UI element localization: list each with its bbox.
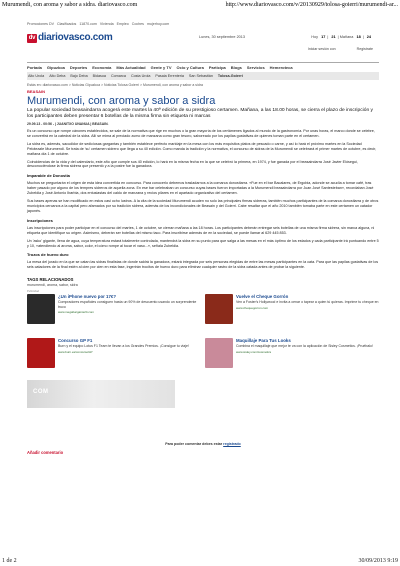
ad-title[interactable]: ¿Un iPhone nuevo por 17€? — [58, 294, 117, 300]
subnav-item[interactable]: Bajo Deba — [70, 74, 88, 78]
nav-item[interactable]: Deportes — [69, 65, 88, 70]
weather-tomorrow-max: 18 — [356, 35, 361, 39]
subnav-item[interactable]: Comarca — [110, 74, 126, 78]
ads-label: Publicidad — [27, 290, 39, 294]
ad-description: Burn y el equipo Lotus F1 Team te llevan a los Grandes Premios. ¡Consigue tu viaje! — [58, 344, 189, 349]
promo-link[interactable]: 11870.com — [79, 22, 97, 26]
ad-image[interactable] — [205, 338, 233, 368]
nav-item[interactable]: Gente y TV — [150, 65, 172, 70]
nav-item[interactable]: Blogs — [230, 65, 242, 70]
register-link[interactable]: Registrate — [356, 47, 373, 51]
nav-item[interactable]: Portada — [27, 65, 42, 70]
ad-title[interactable]: Vuelve el Cheque Gorrón — [236, 294, 289, 300]
article-headline: Murumendi, con aroma y sabor a sidra — [27, 95, 216, 107]
article-paragraph: La sidra es, además, sacudidor de sediciosas gargantas y también establece perfecto maridaje en la mesa con los más exquisitos platos de pescado o carne, y así lo hará el próximo martes en la Sociedad Peloteazle Murumendi. Se trata de 'su' certamen sidrero que llega a su 40 edición. Como manda la tradición y la normativa, el concurso de sidras de la Murumendi se celebrará el primer martes de octubre, es decir, mañana día 1 de octubre. — [27, 141, 377, 156]
ad-banner[interactable] — [27, 380, 175, 408]
current-date: Lunes, 30 septiembre 2013 — [199, 35, 246, 39]
ad-unit[interactable] — [205, 294, 379, 334]
article-paragraph: Muchos se preguntarán el origen de esta idea convertida en concurso. Para conocerlo debemos trasladarnos a la comarca donostiarra. «Fue en el bar Bacalares, de Ergobia, adonde se acudía a tomar café, tras haber pasado por alguno de los tempres sidreros de aquella zona. En ese bar celebraban un concurso cuyas bases fueron importadas a la Murumendi beasaindarra por Juan José Santesteban», recordaban José Zubeldia y José Antonio Ibarbia, dos entusiastas del caldo de manzana y recios pilares en el apartado organizativo del certamen. — [27, 181, 374, 196]
ad-title[interactable]: Concurso GP F1 — [58, 338, 93, 344]
add-comment-link[interactable]: Añadir comentario — [27, 450, 64, 456]
ad-url[interactable]: www.sisley.com/cosmetics — [236, 349, 272, 354]
ad-unit[interactable] — [27, 294, 201, 334]
page — [27, 22, 379, 455]
nav-item[interactable]: Servicios — [246, 65, 265, 70]
subnav-item[interactable]: Tolosa-Goierri — [217, 74, 243, 78]
ad-text — [58, 338, 201, 378]
promo-link[interactable]: Empleo — [116, 22, 129, 26]
login-row — [288, 47, 373, 51]
weather-today-label: Hoy — [311, 35, 319, 39]
login-link[interactable]: Iniciar sesión con — [307, 47, 336, 51]
ad-title[interactable]: Maquillaje Para Tus Looks — [236, 338, 291, 344]
print-header-title: Murumendi, con aroma y sabor a sidra. diariovasco.com — [2, 2, 138, 8]
subheading-inscriptions: Inscripciones — [27, 217, 53, 223]
weather-tomorrow-min: 24 — [366, 35, 371, 39]
subnav-item[interactable]: Pasaia Errenteria — [155, 74, 184, 78]
print-footer — [2, 556, 398, 564]
subnav-item[interactable]: Alto Deba — [49, 74, 66, 78]
article-lead: La popular sociedad beasaindarra acogerá este martes la 40ª edición de su prestigioso certamen. Mañana, a las 18.00 horas, se cierra el plazo de inscripción y los participantes deben presentar 6 botellas de la misma firma sin etiqueta ni marcas — [27, 108, 373, 119]
nav-item[interactable]: Participa — [208, 65, 226, 70]
weather-widget[interactable]: Hoy 17 | 21 | Mañana 18 | 24 — [311, 35, 371, 39]
article-paragraph: Las inscripciones para poder participar en el concurso del martes, 1 de octubre, se cierran mañana a las 18 horas. Los participantes deberán entregar seis botellas de una misma firma sidrera, sin marca alguna, ni etiqueta que identifique su origen. Asimismo, deberán ser botellas del mismo taco. Para inscribirse además de en la sociedad, se puede llamar al 629 445 853. — [27, 225, 375, 235]
banner-text: COM — [33, 389, 49, 396]
subnav-item[interactable]: Costa Urola — [130, 74, 151, 78]
logo-badge: dv — [28, 35, 36, 41]
masthead — [27, 30, 379, 46]
article-paragraph: La mesa del jurado en la que se catan las sidras finalistas de donde saldrá la ganadora, estará integrada por seis personas elegidas de entre las mesas participantes en la cata. Para que las papilas gustativas de los seis catadores de la final estén al cien por cien en esta fase, ingerirán trocitos de huevo duro para eliminar cualquier rastro de la sidra catada antes de probar la siguiente. — [27, 260, 379, 270]
comments-prompt-text: Para poder comentar debes estar — [165, 442, 223, 447]
sub-nav — [27, 72, 379, 80]
promo-link[interactable]: Coches — [131, 22, 144, 26]
article-byline: 29.09.13 - 00:56 - | JUANITXO UNANUA | BEASAIN. — [27, 122, 109, 126]
ad-unit[interactable] — [27, 338, 201, 378]
site-logo[interactable] — [27, 32, 112, 43]
nav-item[interactable]: Economía — [92, 65, 112, 70]
ad-image[interactable] — [205, 294, 233, 324]
nav-item[interactable]: Más Actualidad — [116, 65, 146, 70]
subheading-origin: Imparable de Donostia — [27, 173, 70, 179]
ad-url[interactable]: www.megabargains24.com — [58, 310, 95, 315]
weather-today-max: 17 — [321, 35, 326, 39]
ad-image[interactable] — [27, 294, 55, 324]
ad-unit[interactable] — [205, 338, 379, 378]
promo-link[interactable]: Promociones DV — [27, 22, 54, 26]
breadcrumb: Estás en: diariovasco.com > Noticias Gipuzkoa > Noticias Tolosa Goierri > Murumendi, con aroma y sabor a sidra — [27, 83, 203, 87]
ad-description: Ven a Foster's Hollywood e invita a cenar o tapear a quien tú quieras. Imprime tu cheque en — [236, 300, 379, 305]
promo-links — [27, 22, 379, 28]
comments-login-prompt — [27, 442, 379, 446]
print-timestamp: 30/09/2013 9:19 — [358, 558, 398, 564]
nav-item[interactable]: Gipuzkoa — [46, 65, 65, 70]
ad-description: Combina el maquillaje que mejor te va con la aplicación de Sisley Cosmetics. ¡Pruébalo! — [236, 344, 373, 349]
subnav-item[interactable]: Bidasoa — [92, 74, 106, 78]
article-paragraph: Un 'asko' gigante, llena de agua, cuya temperatura estará totalmente controlada, mantendrá la sidra en su punto para que salga a las mesas en el más óptimo de los estados y cada participante irá puntuando entre 5 y 10, «atendiendo al aroma, sabor, color, el cómo rompe al tocar el vaso...», señala Zubeldia. — [27, 238, 379, 248]
ad-url[interactable]: www.burn.es/concursoGP — [58, 349, 93, 354]
article-paragraph: Coincidencias de la vida y del calendario, este año que cumple sus 40 edición, lo hará en la misma fecha en la que se celebró la primera, en 1974, y fue ganada por el beasaindarra José Javier Elósegui, desconociéndose la firma sidrera que presentó y a la postre fue la ganadora. — [27, 159, 358, 169]
promo-link[interactable]: Vivienda — [99, 22, 114, 26]
article-paragraph: Sus bases apenas se han modificado en estos casi ocho lustros. A la cita de la sociedad Murumendi acuden no solo las principales firmas sidreras, también muchos participantes de la comarca donostiarra y de otros municipios cercanos a la capital pero afamados por su tradición sidrera, además de los incondicionales de Beasain y del Goierri. Cabe resaltar que el año 2010 también tomaba parte en este certamen un catador japonés. — [27, 199, 379, 213]
main-nav — [27, 62, 379, 72]
section-label: BEASAIN — [27, 89, 46, 94]
promo-link[interactable]: mujerhoy.com — [146, 22, 170, 26]
subnav-item[interactable]: San Sebastián — [188, 74, 213, 78]
tags-title: TAGS RELACIONADOS — [27, 277, 74, 283]
ad-text — [58, 294, 201, 334]
nav-item[interactable]: Ocio y Cultura — [176, 65, 204, 70]
print-header — [2, 2, 398, 10]
comments-register-link[interactable]: registrado — [223, 442, 241, 447]
nav-item[interactable]: Hemeroteca — [269, 65, 293, 70]
print-header-url: http://www.diariovasco.com/v/20130929/tolosa-goierri/murumendi-ar... — [225, 2, 398, 8]
promo-link[interactable]: Clasificados — [56, 22, 77, 26]
weather-tomorrow-label: Mañana — [339, 35, 354, 39]
ad-text — [236, 294, 379, 334]
ad-url[interactable]: www.chequegorron.com — [236, 305, 269, 310]
article-paragraph: Es un concurso que rompe cánones establecidos, se sale de la normativa que rige en muchos o la gran mayoría de los certámenes ligados al mundo de la gastronomía. Por unas horas, el marco donde se celebre, se convertirá en la catedral de la sidra. Allí se mima al preciado zumo de manzana como gran tesoro, saboreado por los papilas gustativas de quienes toman parte en el certamen. — [27, 129, 375, 138]
ad-description: Compradores españoles consiguen hasta un 90% de descuento usando un sorprendente truco — [58, 300, 197, 309]
weather-today-min: 21 — [331, 35, 336, 39]
subnav-item[interactable]: Alto Urola — [28, 74, 45, 78]
tags-list[interactable]: murumendi, aroma, sabor, sidra — [27, 283, 78, 288]
subheading-final: Trozos de huevo duro — [27, 252, 69, 258]
ad-text — [236, 338, 379, 378]
ad-image[interactable] — [27, 338, 55, 368]
logo-text: diariovasco.com — [38, 32, 113, 43]
ads-grid — [27, 294, 379, 378]
print-page-number: 1 de 2 — [2, 558, 17, 564]
